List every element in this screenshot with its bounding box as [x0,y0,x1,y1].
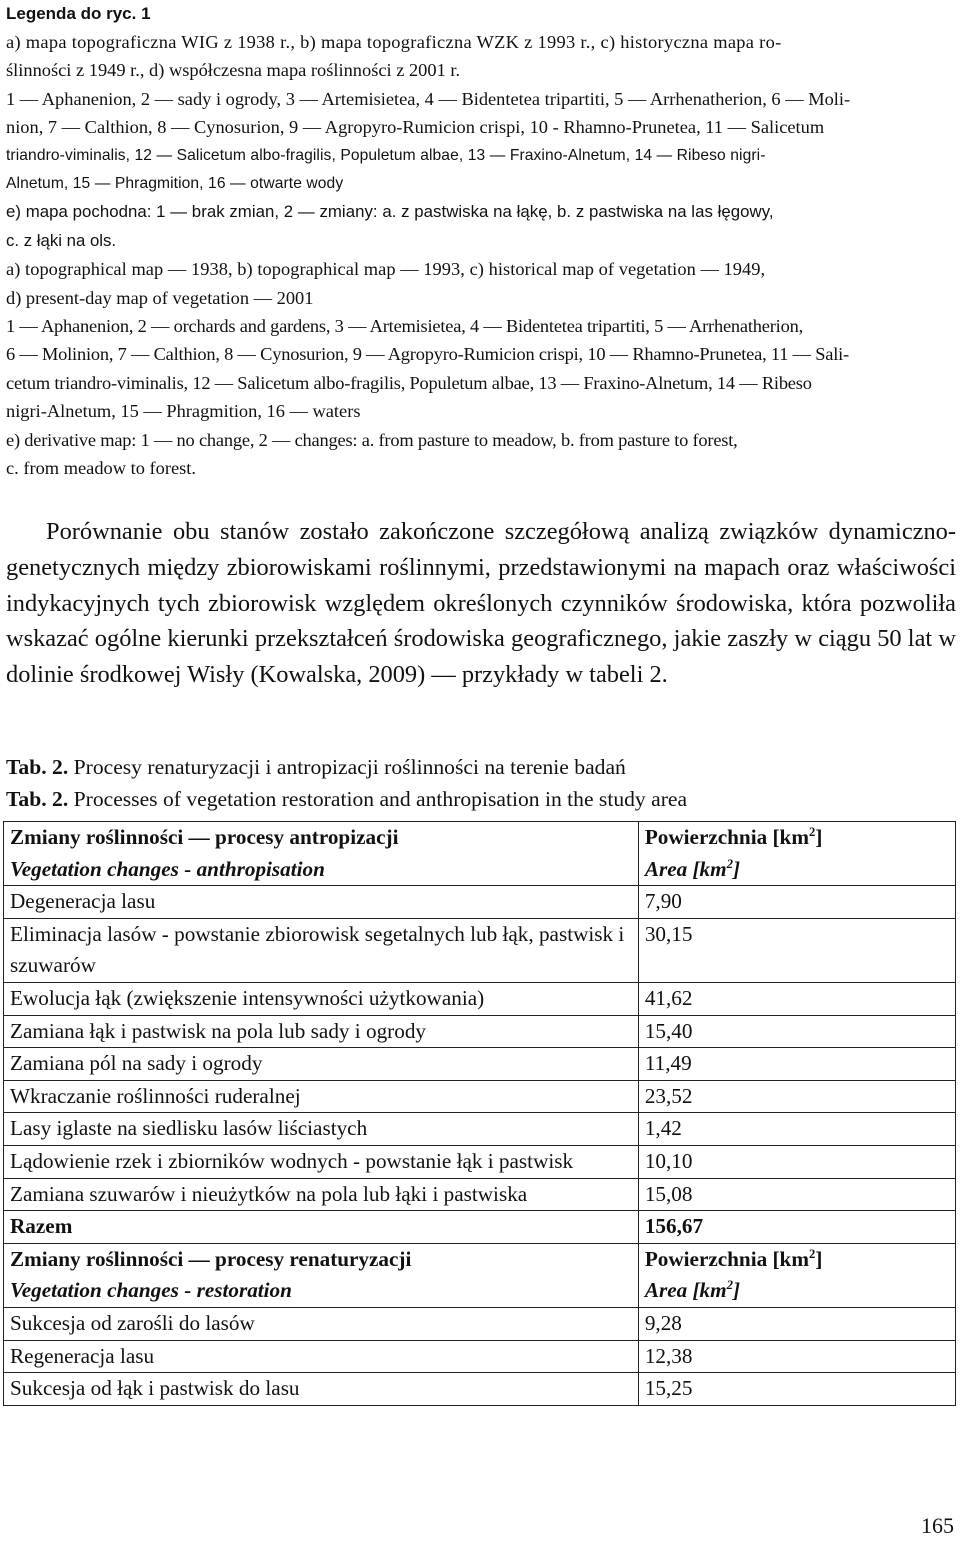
caption-text: Processes of vegetation restoration and anthropisation in the study area [68,787,688,811]
legend-en-maps-line-1: a) topographical map — 1938, b) topographical map — 1993, c) historical map of vegetation — 1949, [6,259,766,280]
process-name-cell: Regeneracja lasu [4,1340,639,1373]
table-row [4,1080,956,1113]
legend-pl-derivative-line-2: c. z łąki na ols. [6,230,117,250]
header-cell-category [4,1243,639,1307]
table-row [4,982,956,1015]
area-label: Powierzchnia [km [644,825,809,849]
area-label: Area [km [644,856,727,881]
area-unit-sup: 2 [726,1278,733,1293]
table-row [4,1145,956,1178]
header-cell-area [638,822,955,886]
header-cell-category [4,822,639,886]
table-row [4,1340,956,1373]
legend-en-maps-line-2: d) present-day map of vegetation — 2001 [6,287,314,308]
process-name-cell: Sukcesja od zarośli do lasów [4,1307,639,1340]
caption-label: Tab. 2. [6,755,69,779]
process-name-cell: Wkraczanie roślinności ruderalnej [4,1080,639,1113]
process-name-cell: Razem [4,1211,639,1244]
table-row [4,1178,956,1211]
header-area-pl [645,1244,955,1276]
area-close: ] [815,825,823,849]
table-row-total [4,1211,956,1244]
table-row [4,1113,956,1146]
area-value-cell: 12,38 [638,1340,955,1373]
area-label: Powierzchnia [km [644,1246,809,1271]
legend-pl-maps-line-1: a) mapa topograficzna WIG z 1938 r., b) mapa topograficzna WZK z 1993 r., c) historyczna mapa ro- [6,32,782,52]
table-header-restoration [4,1243,956,1307]
area-value-cell: 11,49 [638,1048,955,1081]
area-value-cell: 9,28 [638,1307,955,1340]
legend-title: Legenda do ryc. 1 [6,4,151,23]
area-close: ] [815,1246,823,1271]
legend-en-units-line-3: cetum triandro-viminalis, 12 — Salicetum albo-fragilis, Populetum albae, 13 — Fraxino-Alnetum, 14 — Ribeso [6,372,812,393]
table-caption-pl [6,751,956,783]
legend-en-derivative-line-1: e) derivative map: 1 — no change, 2 — changes: a. from pasture to meadow, b. from pasture to forest, [6,429,738,450]
area-value-cell: 1,42 [638,1113,955,1146]
table-row [4,918,956,982]
area-value-cell: 15,40 [638,1015,955,1048]
area-close: ] [732,1278,741,1303]
data-table [3,821,956,1406]
area-value-cell: 10,10 [638,1145,955,1178]
legend-en-units-line-4: nigri-Alnetum, 15 — Phragmition, 16 — waters [6,401,361,422]
process-name-cell: Zamiana łąk i pastwisk na pola lub sady i ogrody [4,1015,639,1048]
header-area-en [645,1275,955,1307]
table-row [4,1307,956,1340]
area-value-cell: 156,67 [638,1211,955,1244]
process-name-cell: Eliminacja lasów - powstanie zbiorowisk segetalnych lub łąk, pastwisk i szuwarów [4,918,639,982]
header-title-pl: Zmiany roślinności — procesy renaturyzacji [10,1246,412,1271]
area-unit-sup: 2 [809,824,816,839]
process-name-cell: Zamiana szuwarów i nieużytków na pola lub łąki i pastwiska [4,1178,639,1211]
process-name-cell: Zamiana pól na sady i ogrody [4,1048,639,1081]
process-name-cell: Ewolucja łąk (zwiększenie intensywności użytkowania) [4,982,639,1015]
body-paragraph: Porównanie obu stanów zostało zakończone szczegółową analizą związków dynamiczno-genetycznych między zbiorowiskami roślinnymi, przedstawionymi na mapach oraz właściwości indykacyjnych tych zbiorowisk względem określonych czynników środowiska, która pozwoliła wskazać ogólne kierunki przekształceń środowiska geograficznego, jakie zaszły w ciągu 50 lat w dolinie środkowej Wisły (Kowalska, 2009) — przykłady w tabeli 2. [6,518,956,689]
process-name-cell: Degeneracja lasu [4,886,639,919]
header-cell-area [638,1243,955,1307]
header-area-pl [645,822,955,854]
area-value-cell: 41,62 [638,982,955,1015]
area-value-cell: 15,08 [638,1178,955,1211]
process-name-cell: Sukcesja od łąk i pastwisk do lasu [4,1373,639,1406]
legend-pl-maps-line-2: ślinności z 1949 r., d) współczesna mapa roślinności z 2001 r. [6,60,461,81]
header-title-en: Vegetation changes - restoration [10,1278,292,1303]
legend-en-units-line-2: 6 — Molinion, 7 — Calthion, 8 — Cynosurion, 9 — Agropyro-Rumicion crispi, 10 — Rhamno-Prunetea, 11 — Sali- [6,344,849,365]
legend-pl-units-line-1: 1 — Aphanenion, 2 — sady i ogrody, 3 — Artemisietea, 4 — Bidentetea tripartiti, 5 — Arrhenatherion, 6 — Moli- [6,88,851,109]
table-body [4,822,956,1406]
header-title-en: Vegetation changes - anthropisation [10,856,325,881]
header-title-pl: Zmiany roślinności — procesy antropizacji [10,825,399,849]
figure-legend [6,0,954,483]
area-close: ] [732,856,741,881]
legend-pl-units-line-4: Alnetum, 15 — Phragmition, 16 — otwarte wody [6,175,344,193]
table-header-anthropisation [4,822,956,886]
table-row [4,886,956,919]
area-unit-sup: 2 [726,856,733,871]
area-value-cell: 7,90 [638,886,955,919]
area-value-cell: 15,25 [638,1373,955,1406]
legend-pl-units-line-3: triandro-viminalis, 12 — Salicetum albo-fragilis, Populetum albae, 13 — Fraxino-Alnetum, 14 — Ribeso nigri- [6,146,766,164]
legend-en-derivative-line-2: c. from meadow to forest. [6,458,196,479]
table-row [4,1015,956,1048]
legend-en-units-line-1: 1 — Aphanenion, 2 — orchards and gardens, 3 — Artemisietea, 4 — Bidentetea tripartiti, 5 — Arrhenatherion, [6,316,803,337]
legend-pl-derivative-line-1: e) mapa pochodna: 1 — brak zmian, 2 — zmiany: a. z pastwiska na łąkę, b. z pastwiska na las łęgowy, [6,202,774,222]
table-row [4,1048,956,1081]
area-value-cell: 23,52 [638,1080,955,1113]
process-name-cell: Lądowienie rzek i zbiorników wodnych - powstanie łąk i pastwisk [4,1145,639,1178]
process-name-cell: Lasy iglaste na siedlisku lasów liściastych [4,1113,639,1146]
area-unit-sup: 2 [809,1246,816,1261]
page-number: 165 [921,1513,954,1538]
caption-label: Tab. 2. [6,787,69,811]
area-value-cell: 30,15 [638,918,955,982]
table-caption-en [6,783,956,815]
header-area-en [645,854,955,886]
area-label: Area [km [644,1278,727,1303]
caption-text: Procesy renaturyzacji i antropizacji roślinności na terenie badań [68,755,626,779]
table-captions [6,751,956,815]
table-row [4,1373,956,1406]
legend-pl-units-line-2: nion, 7 — Calthion, 8 — Cynosurion, 9 — Agropyro-Rumicion crispi, 10 - Rhamno-Prunetea, 11 — Salicetum [6,117,825,138]
